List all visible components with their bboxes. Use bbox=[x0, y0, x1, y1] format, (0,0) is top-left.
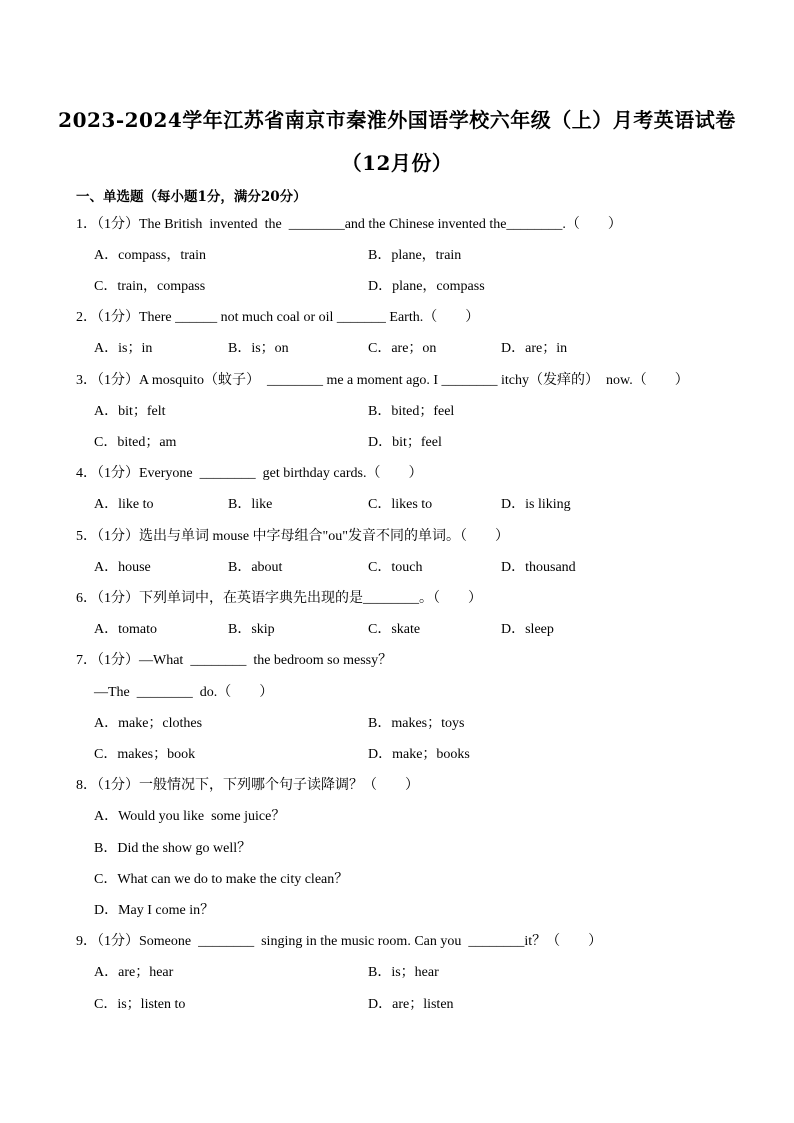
option: D．sleep bbox=[501, 622, 554, 637]
option: C．makes；book bbox=[94, 747, 196, 762]
option: A．compass，train bbox=[94, 248, 206, 263]
exam-title: 2023-2024学年江苏省南京市秦淮外国语学校六年级（上）月考英语试卷 bbox=[58, 108, 736, 132]
question-stem: 5．（1分）选出与单词 mouse 中字母组合"ou"发音不同的单词。（ ） bbox=[76, 529, 509, 544]
option: A．are；hear bbox=[94, 965, 174, 980]
option: A．bit；felt bbox=[94, 404, 166, 419]
option: D．is liking bbox=[501, 497, 571, 512]
option: C．bited；am bbox=[94, 435, 177, 450]
question-stem: 9．（1分）Someone ________ singing in the music room. Can you ________it？（ ） bbox=[76, 934, 603, 949]
option: C．is；listen to bbox=[94, 997, 186, 1012]
option: B．Did the show go well？ bbox=[94, 841, 252, 856]
question-stem: 6．（1分）下列单词中，在英语字典先出现的是________。（ ） bbox=[76, 591, 482, 606]
option: D．plane，compass bbox=[368, 279, 485, 294]
exam-subtitle: （12月份） bbox=[341, 151, 453, 175]
question-stem: 4．（1分）Everyone ________ get birthday cards.（ ） bbox=[76, 466, 423, 481]
option: A．tomato bbox=[94, 622, 157, 637]
option: B．is；hear bbox=[368, 965, 439, 980]
option: A．house bbox=[94, 560, 151, 575]
section-heading: 一、单选题（每小题1分，满分20分） bbox=[76, 189, 307, 205]
option: C．skate bbox=[368, 622, 421, 637]
option: B．like bbox=[228, 497, 273, 512]
question-stem: 7．（1分）—What ________ the bedroom so messy？ bbox=[76, 653, 393, 668]
option: C．train，compass bbox=[94, 279, 206, 294]
option: D．thousand bbox=[501, 560, 576, 575]
option: B．makes；toys bbox=[368, 716, 465, 731]
option: A．make；clothes bbox=[94, 716, 203, 731]
question-stem: 3．（1分）A mosquito（蚊子） ________ me a moment ago. I ________ itchy（发痒的） now.（ ） bbox=[76, 373, 689, 388]
option: D．make；books bbox=[368, 747, 470, 762]
option: B．skip bbox=[228, 622, 275, 637]
option: C．What can we do to make the city clean？ bbox=[94, 872, 349, 887]
option: B．is；on bbox=[228, 341, 289, 356]
question-stem: 1．（1分）The British invented the ________and the Chinese invented the________.（ ） bbox=[76, 217, 622, 232]
option: C．likes to bbox=[368, 497, 433, 512]
option: B．about bbox=[228, 560, 283, 575]
option: A．is；in bbox=[94, 341, 153, 356]
option: B．plane，train bbox=[368, 248, 462, 263]
option: D．are；listen bbox=[368, 997, 454, 1012]
option: D．are；in bbox=[501, 341, 568, 356]
option: A．like to bbox=[94, 497, 154, 512]
question-stem: 8．（1分）一般情况下，下列哪个句子读降调？（ ） bbox=[76, 778, 419, 793]
question-stem: 2．（1分）There ______ not much coal or oil _______ Earth.（ ） bbox=[76, 310, 480, 325]
option: A．Would you like some juice？ bbox=[94, 809, 286, 824]
option: B．bited；feel bbox=[368, 404, 455, 419]
question-stem-continued: —The ________ do.（ ） bbox=[94, 685, 274, 700]
option: D．May I come in？ bbox=[94, 903, 215, 918]
option: D．bit；feel bbox=[368, 435, 442, 450]
option: C．are；on bbox=[368, 341, 437, 356]
option: C．touch bbox=[368, 560, 423, 575]
